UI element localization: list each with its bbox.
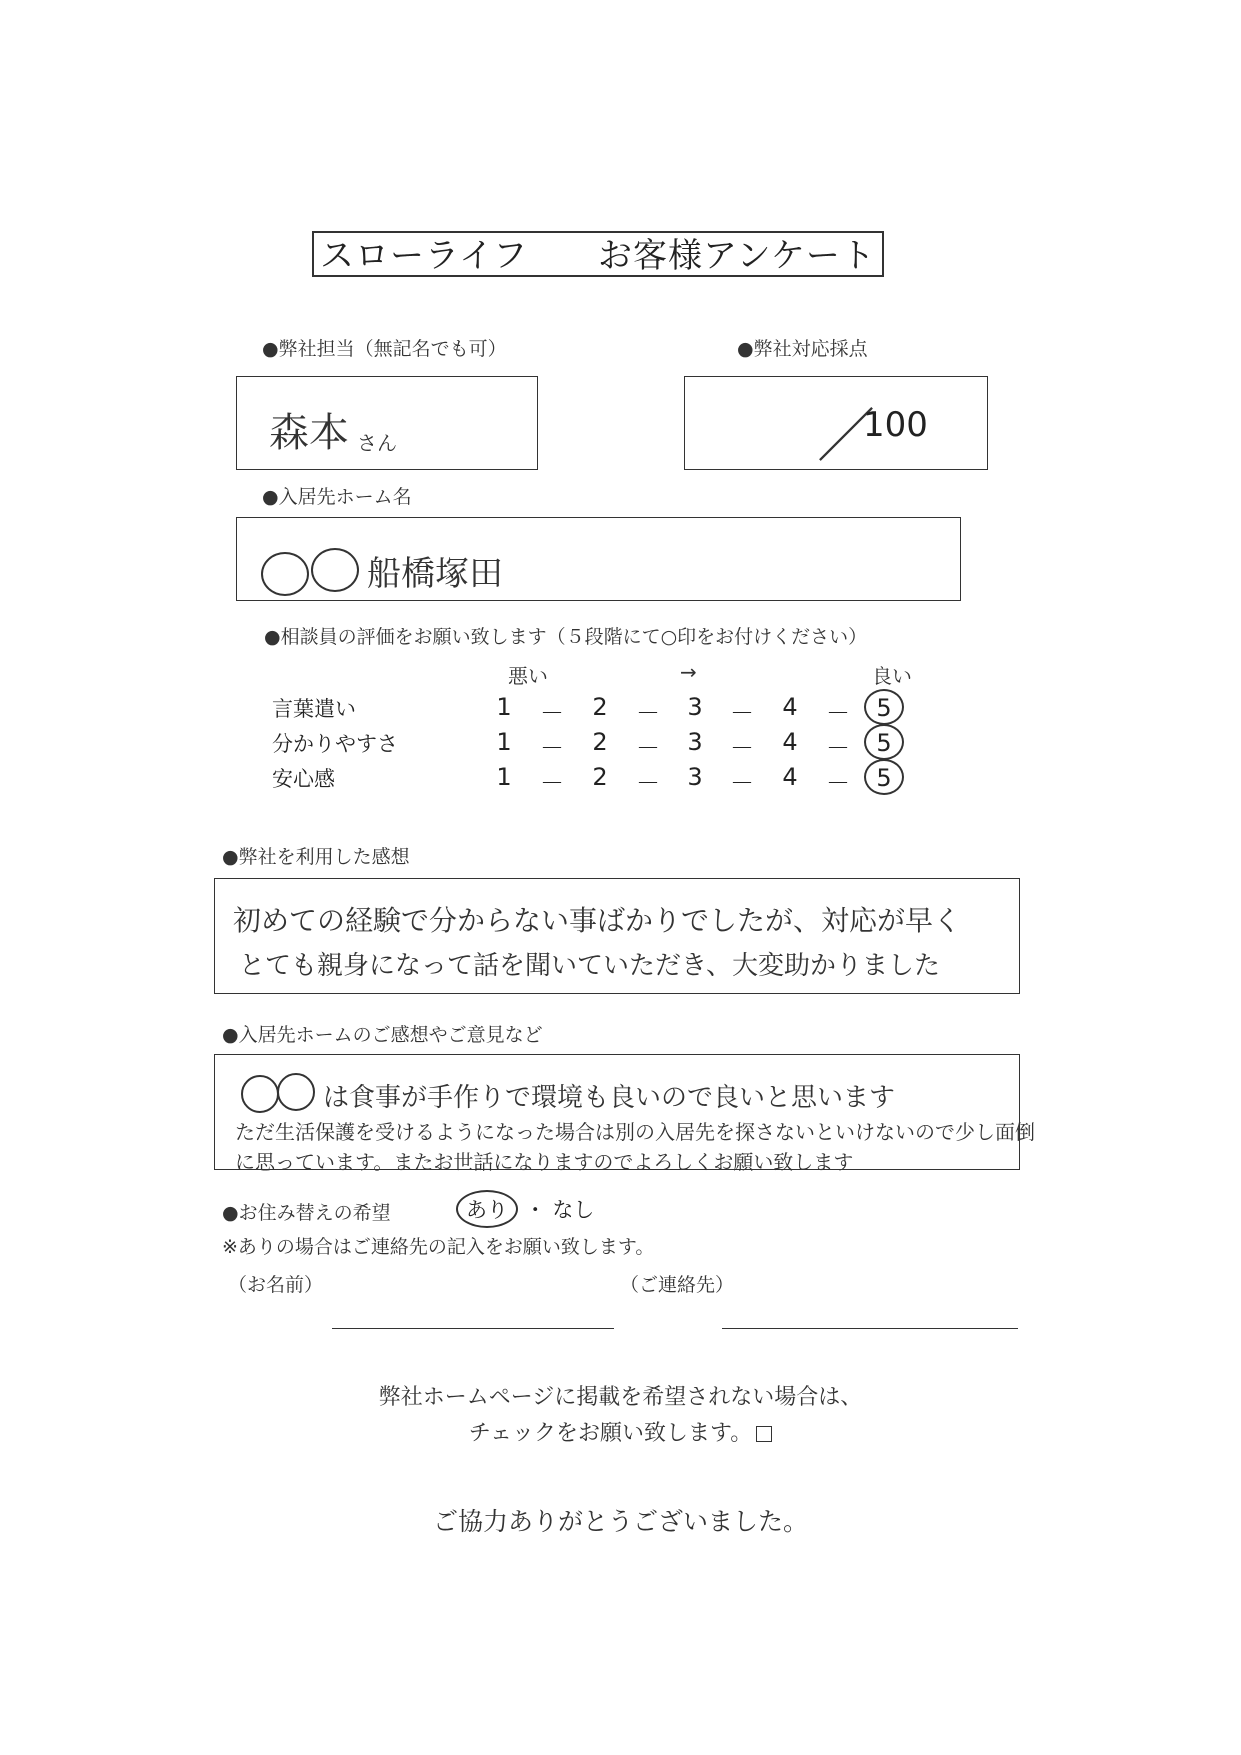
rating-separator: － — [540, 769, 564, 797]
rating-row — [0, 763, 1241, 797]
impression-field[interactable] — [214, 878, 1020, 994]
rating-option-2[interactable]: 2 — [592, 763, 608, 791]
rating-option-3[interactable]: 3 — [687, 763, 703, 791]
staff-label: ●弊社担当（無記名でも可） — [262, 338, 507, 360]
rating-separator: － — [540, 699, 564, 727]
move-yes-option[interactable]: あり — [456, 1190, 518, 1228]
home-feedback-line-2: ただ生活保護を受けるようになった場合は別の入居先を探さないといけないので少し面倒に思っています。またお世話になりますのでよろしくお願い致します — [235, 1120, 1035, 1174]
rating-criterion: 分かりやすさ — [272, 732, 398, 756]
rating-separator: － — [730, 734, 754, 762]
rating-criterion: 安心感 — [272, 767, 335, 791]
score-field[interactable] — [684, 376, 988, 470]
rating-option-3[interactable]: 3 — [687, 693, 703, 721]
publish-line-2-wrap — [0, 1416, 1241, 1447]
staff-field[interactable] — [236, 376, 538, 470]
home-name: 船橋塚田 — [367, 554, 503, 594]
staff-suffix: さん — [357, 431, 397, 455]
rating-separator: － — [730, 699, 754, 727]
home-feedback-line-1: は食事が手作りで環境も良いので良いと思います — [323, 1083, 896, 1113]
move-note: ※ありの場合はご連絡先の記入をお願い致します。 — [222, 1236, 655, 1258]
rating-separator: － — [730, 769, 754, 797]
placeholder-circle-icon — [241, 1075, 279, 1113]
score-slash: ／ — [817, 402, 876, 470]
rating-separator: － — [826, 769, 850, 797]
home-label: ●入居先ホーム名 — [262, 486, 412, 508]
rating-option-1[interactable]: 1 — [496, 693, 512, 721]
rating-separator: － — [636, 769, 660, 797]
publish-line-1: 弊社ホームページに掲載を希望されない場合は、 — [378, 1385, 863, 1410]
rating-separator: － — [826, 699, 850, 727]
name-input-line[interactable] — [332, 1328, 614, 1329]
rating-option-1[interactable]: 1 — [496, 763, 512, 791]
rating-label: ●相談員の評価をお願い致します（５段階にて○印をお付けください） — [264, 626, 868, 648]
scale-good: 良い — [872, 664, 912, 688]
rating-option-5[interactable]: 5 — [864, 689, 904, 725]
rating-separator: － — [636, 699, 660, 727]
placeholder-circle-icon — [261, 552, 309, 596]
scale-arrow: → — [680, 660, 697, 684]
score-label: ●弊社対応採点 — [737, 338, 868, 360]
publish-checkbox[interactable] — [756, 1426, 772, 1442]
rating-separator: － — [636, 734, 660, 762]
impression-line-2: とても親身になって話を聞いていただき、大変助かりました — [239, 951, 940, 981]
rating-option-2[interactable]: 2 — [592, 728, 608, 756]
move-separator: ・ — [524, 1198, 546, 1222]
home-field[interactable] — [236, 517, 961, 601]
home-feedback-field[interactable] — [214, 1054, 1035, 1174]
form-title: スローライフ お客様アンケート — [312, 231, 884, 277]
rating-separator: － — [826, 734, 850, 762]
home-feedback-label: ●入居先ホームのご感想やご意見など — [222, 1024, 543, 1046]
impression-label: ●弊社を利用した感想 — [222, 846, 410, 868]
score-total: 100 — [863, 405, 928, 445]
placeholder-circle-icon — [311, 548, 359, 592]
rating-option-2[interactable]: 2 — [592, 693, 608, 721]
rating-option-4[interactable]: 4 — [782, 693, 798, 721]
rating-option-5[interactable]: 5 — [864, 759, 904, 795]
publish-line-2: チェックをお願い致します。 — [468, 1421, 753, 1446]
rating-option-4[interactable]: 4 — [782, 763, 798, 791]
staff-name: 森本 — [269, 410, 349, 456]
contact-label: （ご連絡先） — [620, 1274, 735, 1296]
move-options — [456, 1190, 594, 1228]
rating-option-1[interactable]: 1 — [496, 728, 512, 756]
rating-row — [0, 728, 1241, 762]
rating-option-4[interactable]: 4 — [782, 728, 798, 756]
contact-input-line[interactable] — [722, 1328, 1018, 1329]
name-label: （お名前） — [228, 1274, 324, 1296]
rating-option-5[interactable]: 5 — [864, 724, 904, 760]
rating-option-3[interactable]: 3 — [687, 728, 703, 756]
impression-line-1: 初めての経験で分からない事ばかりでしたが、対応が早く — [233, 904, 962, 937]
rating-criterion: 言葉遣い — [272, 697, 356, 721]
rating-row — [0, 693, 1241, 727]
rating-separator: － — [540, 734, 564, 762]
move-label: ●お住み替えの希望 — [222, 1202, 391, 1224]
placeholder-circle-icon — [277, 1073, 315, 1111]
scale-bad: 悪い — [508, 664, 548, 688]
thanks-text: ご協力ありがとうございました。 — [432, 1507, 808, 1536]
move-no-option[interactable]: なし — [552, 1198, 595, 1222]
